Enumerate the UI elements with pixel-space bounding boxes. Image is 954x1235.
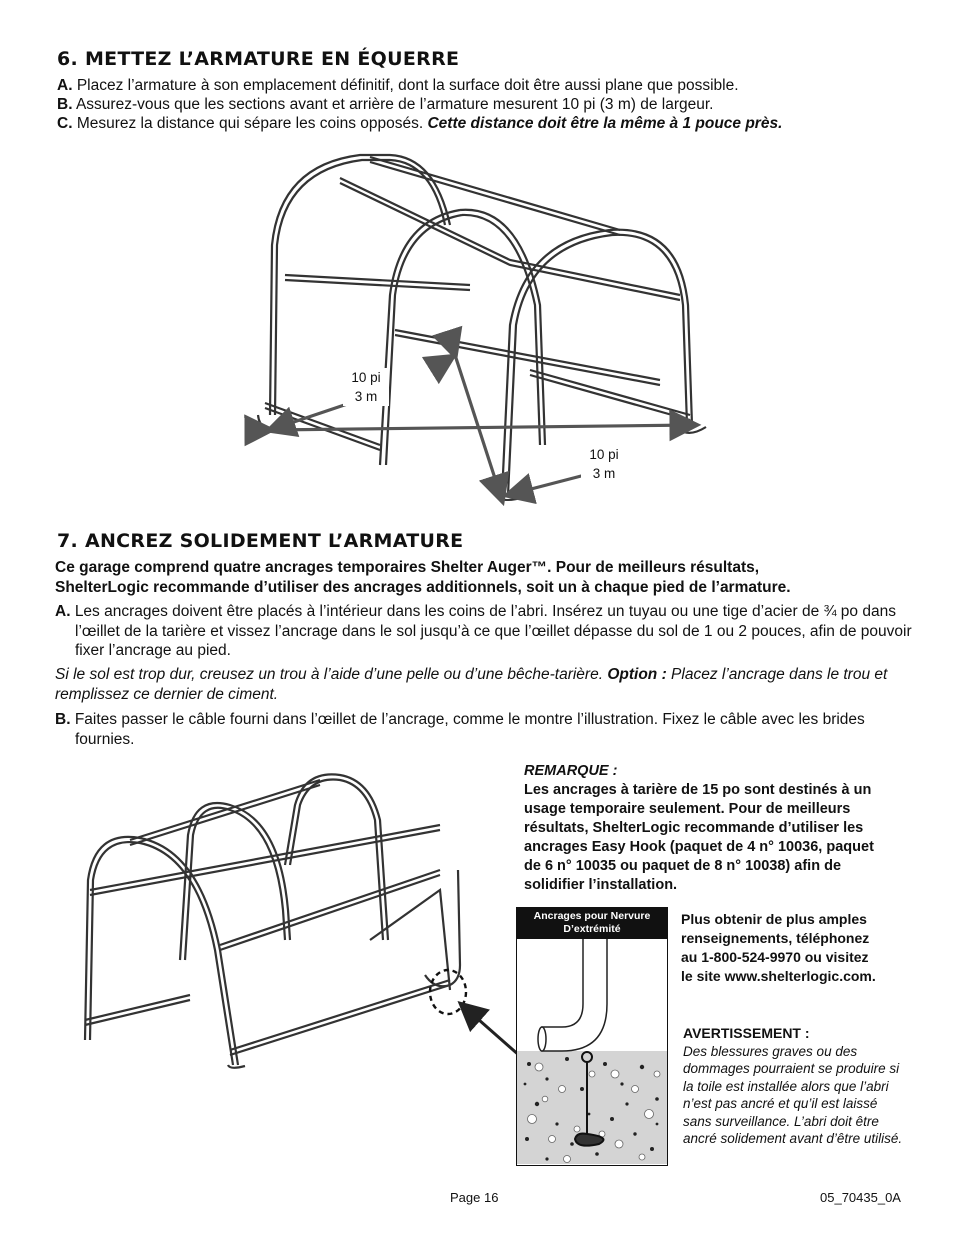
warning-title: AVERTISSEMENT : [683,1025,810,1041]
step-7a-label: A. [55,603,71,620]
section-7-intro-line1: Ce garage comprend quatre ancrages temporaires Shelter Auger™. Pour de meilleurs résultats, [55,559,760,576]
note-block [524,762,876,895]
hint-text: Si le sol est trop dur, creusez un trou à l’aide d’une pelle ou d’une bêche-tarière. [55,666,604,683]
section-7-intro-line2: ShelterLogic recommande d’utiliser des ancrages additionnels, soit un à chaque pied de l’armature. [55,578,791,596]
step-7-hint [55,665,900,704]
step-6c [57,114,937,133]
dimension-label-front-m: 3 m [354,389,378,404]
step-6a-label: A. [57,77,73,94]
frame-pipe [542,939,607,1051]
document-code: 05_70435_0A [820,1190,901,1205]
auger-anchor-illustration [517,939,667,1164]
step-6c-text: Mesurez la distance qui sépare les coins opposés. [76,115,424,132]
step-7a [55,602,920,661]
warning-body: Des blessures graves ou des dommages pourraient se produire si la toile est installée alors que l’abri n’est pas ancré et qu’il est laissé sans surveillance. L’abri doit être ancré solidement avant d’être utilisé. [683,1043,903,1146]
step-6c-emphasis: Cette distance doit être la même à 1 pouce près. [427,115,783,132]
warning-block [683,1025,903,1148]
step-6a-text: Placez l’armature à son emplacement définitif, dont la surface doit être aussi plane que possible. [76,77,739,94]
step-6b [57,95,917,114]
step-7a-text: Les ancrages doivent être placés à l’intérieur dans les coins de l’abri. Insérez un tuyau ou une tige d’acier de ¾ po dans l’œillet de la tarière et vissez l’ancrage dans le sol jusqu’à ce que l’œillet dépasse du sol de 1 ou 2 pouces, afin de pouvoir fixer l’ancrage au pied. [74,603,912,659]
step-7b-label: B. [55,711,71,728]
anchor-inset [516,907,668,1166]
step-7b-text: Faites passer le câble fourni dans l’œillet de l’ancrage, comme le montre l’illustration. Fixez le câble avec les brides fournies. [74,711,865,748]
frame-squaring-diagram [240,145,720,515]
dimension-label-front-ft: 10 pi [351,370,381,385]
dimension-label-side-ft: 10 pi [589,447,619,462]
dimension-label-side-m: 3 m [592,466,616,481]
contact-block: Plus obtenir de plus amples renseignements, téléphonez au 1-800-524-9970 ou visitez le site www.shelterlogic.com. [681,911,876,984]
note-title: REMARQUE : [524,763,618,779]
step-6a [57,76,917,95]
step-6c-label: C. [57,115,73,132]
section-7-intro [55,558,935,597]
step-7b [55,710,920,749]
hint-rest: Placez l’ancrage dans le trou et remplissez ce dernier de ciment. [55,666,888,703]
inset-caption: Ancrages pour Nervure D’extrémité [517,908,667,939]
frame-tubes [258,155,706,500]
step-6b-text: Assurez-vous que les sections avant et arrière de l’armature mesurent 10 pi (3 m) de largeur. [75,96,714,113]
section-6-title: 6. METTEZ L’ARMATURE EN ÉQUERRE [57,48,460,70]
step-6b-label: B. [57,96,73,113]
frame-anchoring-diagram [70,760,530,1080]
dimension-label-front [343,368,389,406]
dimension-label-side [581,445,627,483]
note-body: Les ancrages à tarière de 15 po sont destinés à un usage temporaire seulement. Pour de meilleurs résultats, ShelterLogic recommande d’utiliser les ancrages Easy Hook (paquet de 4 n° 10036, paquet de 6 n° 10035 ou paquet de 8 n° 10038) afin de solidifier l’installation. [524,782,874,893]
section-7-title: 7. ANCREZ SOLIDEMENT L’ARMATURE [57,530,464,552]
page-number: Page 16 [450,1190,499,1205]
hint-option: Option : [607,666,667,683]
